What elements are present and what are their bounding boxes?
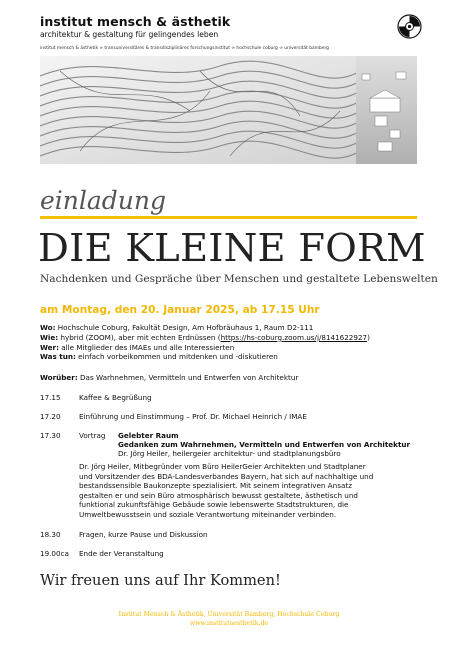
closing-message: Wir freuen uns auf Ihr Kommen!	[40, 572, 281, 589]
event-topic	[40, 373, 298, 382]
event-info	[40, 323, 370, 362]
schedule-kind: Vortrag	[79, 431, 106, 440]
info-what-to-do	[40, 352, 370, 362]
event-date: am Montag, den 20. Januar 2025, ab 17.15 Uhr	[40, 304, 320, 316]
bio-line: Umweltbewusstsein und soziale Verantwortung miteinander verbinden.	[79, 509, 337, 519]
bio-line: bestandssensible Baukonzepte spezialisiert. Mit seinem integrativen Ansatz	[79, 481, 352, 491]
info-location-label: Wo:	[40, 323, 56, 332]
invitation-heading: einladung	[40, 186, 167, 215]
talk-subtitle: Gedanken zum Wahrnehmen, Vermitteln und Entwerfen von Architektur	[118, 440, 411, 449]
info-format-suffix: )	[367, 332, 370, 342]
speaker-bio	[79, 462, 424, 520]
info-location-value: Hochschule Coburg, Fakultät Design, Am Hofbräuhaus 1, Raum D2-111	[55, 323, 314, 332]
breadcrumb: institut mensch & ästhetik ∞ transuniversitäres & transdisziplinäres forschungsinstitut ∞ hochschule coburg ∞ universität bamberg	[40, 46, 329, 51]
hero-image	[40, 56, 417, 164]
info-audience-label: Wer:	[40, 342, 59, 352]
talk-title: Gelebter Raum	[118, 431, 179, 440]
info-what-to-do-value: einfach vorbeikommen und mitdenken und -diskutieren	[75, 352, 278, 362]
info-format-label: Wie:	[40, 332, 59, 342]
schedule-item: Fragen, kurze Pause und Diskussion	[79, 530, 208, 539]
schedule-item: Einführung und Einstimmung – Prof. Dr. Michael Heinrich / IMAE	[79, 412, 307, 421]
schedule-time: 17.15	[40, 393, 61, 402]
schedule-time: 19.00ca	[40, 549, 69, 558]
institute-logo-icon	[397, 14, 422, 39]
schedule-time: 17.30	[40, 431, 61, 440]
schedule-time: 17.20	[40, 412, 61, 421]
topic-label: Worüber:	[40, 373, 78, 382]
zoom-link[interactable]: https://hs-coburg.zoom.us/j/8141622927	[220, 332, 368, 342]
bio-line: funktional zukunftsfähige Gebäude sowie lebenswerte Stadtstrukturen, die	[79, 500, 349, 510]
bio-line: Dr. Jörg Heiler, Mitbegründer vom Büro HeilerGeier Architekten und Stadtplaner	[79, 462, 366, 471]
bio-line: gestalten er und sein Büro atmosphärisch bewusst gestaltete, ästhetisch und	[79, 490, 358, 500]
info-audience-value: alle Mitglieder des IMAEs und alle Interessierten	[58, 342, 235, 352]
bio-line: und Vorsitzender des BDA-Landesverbandes Bayern, hat sich auf nachhaltige und	[79, 471, 374, 481]
footer-website[interactable]: www.institutaesthetik.de	[189, 620, 269, 627]
topic-value: Das Warhnehmen, Vermitteln und Entwerfen von Architektur	[77, 373, 299, 382]
schedule-time: 18.30	[40, 530, 61, 539]
schedule-item: Ende der Veranstaltung	[79, 549, 164, 558]
talk-speaker: Dr. Jörg Heiler, heilergeier architektur- und stadtplanungsbüro	[118, 449, 341, 458]
info-format	[40, 333, 370, 343]
info-what-to-do-label: Was tun:	[40, 352, 76, 362]
event-subtitle: Nachdenken und Gespräche über Menschen und gestaltete Lebenswelten	[40, 273, 438, 285]
org-tagline: architektur & gestaltung für gelingendes leben	[40, 30, 219, 39]
schedule-item: Kaffee & Begrüßung	[79, 393, 152, 402]
info-format-value: hybrid (ZOOM), aber mit echten Erdnüssen (	[58, 332, 221, 342]
org-name: institut mensch & ästhetik	[40, 14, 231, 29]
yellow-divider	[40, 216, 417, 219]
info-location	[40, 323, 370, 333]
footer-institutions: Institut Mensch & Ästhetik, Universität Bamberg, Hochschule Coburg	[118, 611, 340, 618]
event-title: DIE KLEINE FORM	[38, 226, 426, 271]
info-audience	[40, 343, 370, 353]
